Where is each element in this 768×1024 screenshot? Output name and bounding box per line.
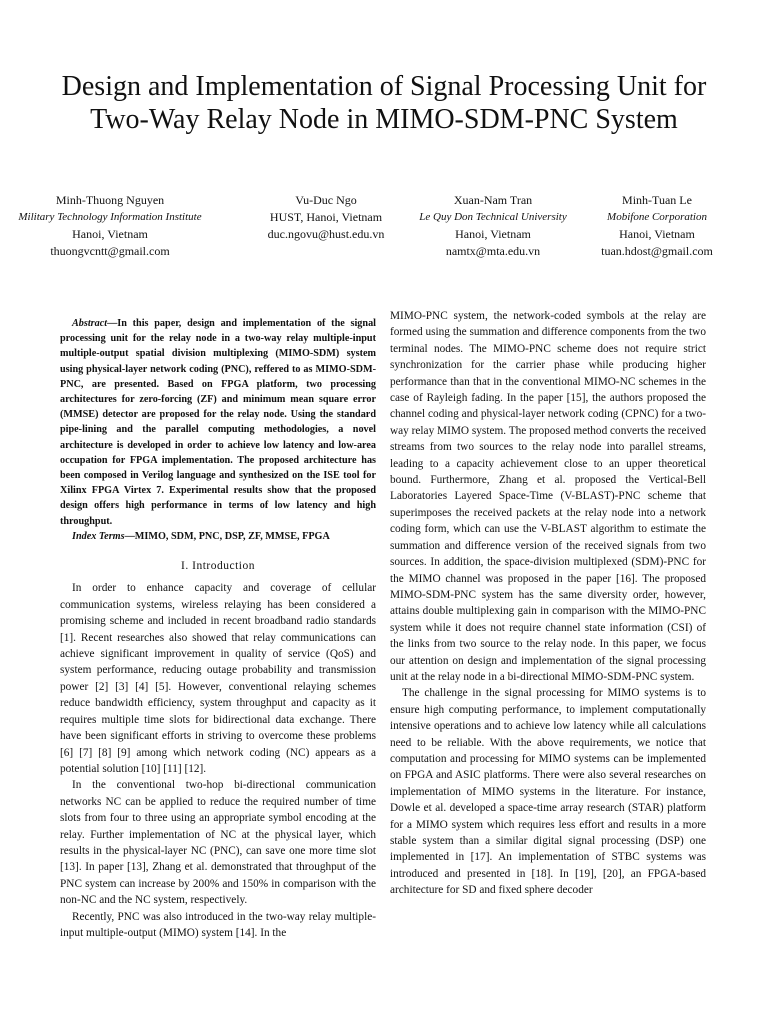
body-paragraph: MIMO-PNC system, the network-coded symbols at the relay are formed using the summation and difference components from the two terminal nodes. The MIMO-PNC scheme does not require strict synchronization for the carrier phase while producing higher performance than that in the conventional MIMO-NC schemes in the case of Rayleigh fading. In the paper [15], the authors proposed the channel coding and physical-layer network coding (CPNC) for a two-way relay MIMO system. The proposed method converts the received streams from two sources to the relay node into parallel streams, leading to a capacity achievement close to an upper theoretical bound. Furthermore, Zhang et al. proposed the Vertical-Bell Laboratories Layered Space-Time (V-BLAST)-PNC scheme that superimposes the received packets at the relay node into a network coding form, which can use the V-BLAST algorithm to estimate the summation and difference version of the received signals from two sources. In addition, the space-division multiplexed (SDM)-PNC for the MIMO channel was proposed in the paper [16]. The proposed MIMO-SDM-PNC system has the same diversity order, however, attains double multiplexing gain in comparison with the MIMO-PNC system while it does not require channel state information (CSI) of the links from two source to the relay node. In this paper, we focus our attention on design and implementation of the signal processing unit at the relay node in a bi-directional MIMO-SDM-PNC system. <box>390 310 707 683</box>
abstract <box>60 316 376 529</box>
body-paragraph: In order to enhance capacity and coverage of cellular communication systems, wireless relaying has been considered a promising scheme and included in recent broadband radio standards [1]. Recent researches also showed that relay communications can achieve significant improvement in quality of service (QoS) and system performance, reducing outage probability and transmission power [2] [3] [4] [5]. However, conventional relaying schemes reduce bandwidth efficiency, system throughput and capacity as it requires multiple time slots for bidirectional data exchange. There have been significant efforts in striving to overcome these problems [6] [7] [8] [9] among which network coding (NC) appears as a potential solution [10] [11] [12]. <box>60 582 376 775</box>
author-email: namtx@mta.edu.vn <box>445 244 541 258</box>
author-name: Xuan-Nam Tran <box>453 193 533 207</box>
body-paragraph: The challenge in the signal processing for MIMO systems is to ensure high computing performance, to implement computationally intensive operations and to achieve low latency while all calculations need to be reliable. With the above requirements, we notice that computation and processing for MIMO systems can be implemented on FPGA and ASIC platforms. There were also several researches on implementation of MIMO systems in the literature. For instance, Dowle et al. developed a space-time array research (STAR) platform for a MIMO system which requires less effort and results in a more stable system than a similar digital signal processing (DSP) one implemented in [17]. An implementation of STBC systems was introduced and presented in [18]. In [19], [20], an FPGA-based architecture for SD and fixed sphere decoder <box>390 687 706 897</box>
author-name: Vu-Duc Ngo <box>295 193 357 207</box>
author-city: Hanoi, Vietnam <box>619 227 695 241</box>
author-2 <box>268 192 385 243</box>
author-name: Minh-Thuong Nguyen <box>55 193 165 207</box>
author-block <box>18 192 720 262</box>
author-affiliation: HUST, Hanoi, Vietnam <box>269 210 383 224</box>
abstract-text: —In this paper, design and implementation of the signal processing unit for the relay node in a two-way relay multiple-input multiple-output spatial division multiplexing (MIMO-SDM) system using physical-layer network coding (PNC), reffered to as MIMO-SDM-PNC, are presented. Based on FPGA platform, two processing architectures for zero-forcing (ZF) and minimum mean square error (MMSE) detector are proposed for the relay node. Using the standard pipe-lining and the parallel computing methodologies, a novel architecture is developed in order to achieve low latency and low-area occupation for FPGA implementation. The proposed architecture has been composed in Verilog language and synthesized on the ISE tool for Xilinx FPGA Virtex 7. Experimental results show that the proposed design offers high performance in terms of low latency and high throughput. <box>60 318 376 527</box>
index-terms-text: —MIMO, SDM, PNC, DSP, ZF, MMSE, FPGA <box>124 530 330 542</box>
author-city: Hanoi, Vietnam <box>72 227 148 241</box>
body-paragraph: Recently, PNC was also introduced in the two-way relay multiple-input multiple-output (MIMO) system [14]. In the <box>60 910 376 939</box>
author-affiliation: Mobifone Corporation <box>607 211 707 223</box>
author-4 <box>601 192 713 260</box>
author-email: tuan.hdost@gmail.com <box>601 244 713 258</box>
author-email: duc.ngovu@hust.edu.vn <box>267 227 385 241</box>
right-column <box>390 308 706 899</box>
left-column <box>60 316 376 941</box>
section-heading: I. Introduction <box>181 560 255 573</box>
abstract-label: Abstract <box>72 318 108 329</box>
author-3 <box>419 192 566 260</box>
author-name: Minh-Tuan Le <box>622 193 692 207</box>
paper-title: Design and Implementation of Signal Processing Unit for Two-Way Relay Node in MIMO-SDM-PNC System <box>61 71 707 135</box>
author-affiliation: Le Quy Don Technical University <box>419 211 567 223</box>
author-affiliation: Military Technology Information Institute <box>18 211 202 223</box>
index-terms <box>60 529 376 544</box>
author-city: Hanoi, Vietnam <box>455 227 531 241</box>
body-paragraph: In the conventional two-hop bi-directional communication networks NC can be applied to reduce the required number of time slots from four to three using an appropriate symbol encoding at the relay. Further implementation of NC at the physical layer, which results in the physical-layer NC (PNC), can save one more time slot [13]. In paper [13], Zhang et al. demonstrated that throughput of the PNC system can increase by 200% and 150% in comparison with the non-NC and the NC system, respectively. <box>60 779 376 907</box>
author-email: thuongvcntt@gmail.com <box>50 244 170 258</box>
author-1 <box>18 192 201 260</box>
index-terms-label: Index Terms <box>72 530 125 542</box>
